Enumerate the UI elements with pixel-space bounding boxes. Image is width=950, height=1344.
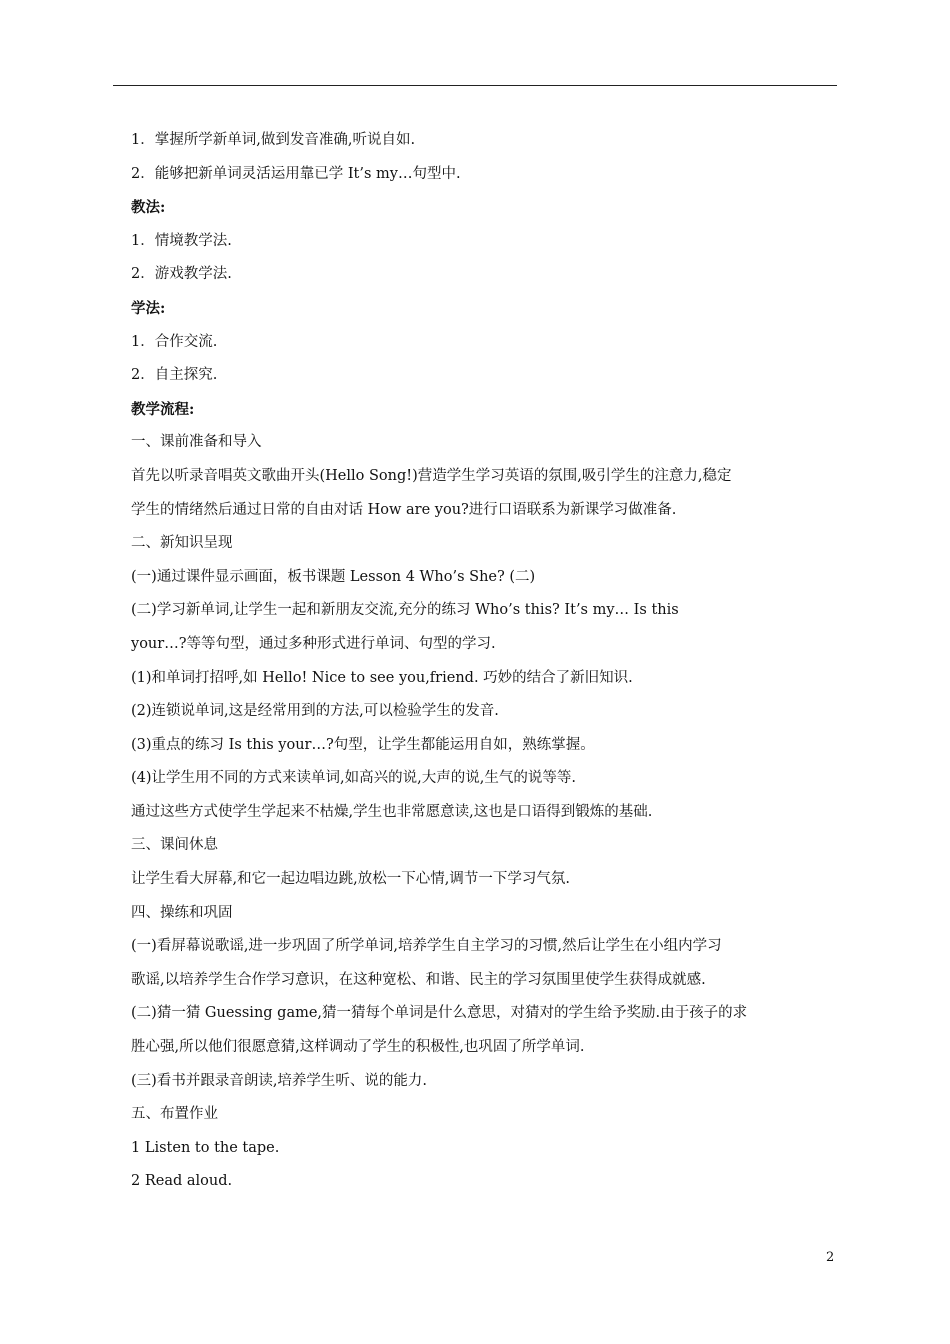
list-item: (2)连锁说单词,这是经常用到的方法,可以检验学生的发音. [131, 703, 499, 720]
learning-method-2: 2．自主探究. [131, 367, 218, 384]
paragraph-line: (二)学习新单词,让学生一起和新朋友交流,充分的练习 Who’s this? It’s my… Is this [131, 602, 679, 619]
teaching-method-1: 1．情境教学法. [131, 232, 232, 249]
page-number: 2 [826, 1250, 835, 1265]
paragraph-line: (一)看屏幕说歌谣,进一步巩固了所学单词,培养学生自主学习的习惯,然后让学生在小组内学习 [131, 938, 722, 955]
paragraph-line: 首先以听录音唱英文歌曲开头(Hello Song!)营造学生学习英语的氛围,吸引学生的注意力,稳定 [131, 467, 732, 484]
homework-item: 1 Listen to the tape. [131, 1139, 280, 1156]
paragraph-line: (一)通过课件显示画面，板书课题 Lesson 4 Who’s She? (二) [131, 568, 536, 585]
heading-learning-methods: 学法: [131, 299, 166, 317]
section-2-title: 二、新知识呈现 [131, 535, 233, 552]
teaching-method-2: 2．游戏教学法. [131, 266, 232, 283]
section-5-title: 五、布置作业 [131, 1106, 218, 1123]
heading-teaching-process: 教学流程: [131, 400, 195, 418]
objective-2: 2．能够把新单词灵活运用靠已学 It’s my…句型中. [131, 165, 461, 182]
objective-1: 1．掌握所学新单词,做到发音准确,听说自如. [131, 132, 416, 148]
section-4-title: 四、操练和巩固 [131, 904, 233, 921]
document-body [113, 124, 837, 1199]
paragraph-line: 通过这些方式使学生学起来不枯燥,学生也非常愿意读,这也是口语得到锻炼的基础. [131, 803, 653, 820]
paragraph-line: your…?等等句型，通过多种形式进行单词、句型的学习. [131, 635, 496, 652]
paragraph-line: 胜心强,所以他们很愿意猜,这样调动了学生的积极性,也巩固了所学单词. [131, 1039, 585, 1056]
header-rule [113, 85, 837, 86]
list-item: (4)让学生用不同的方式来读单词,如高兴的说,大声的说,生气的说等等. [131, 770, 576, 787]
homework-item: 2 Read aloud. [131, 1173, 233, 1190]
heading-teaching-methods: 教法: [131, 199, 166, 217]
paragraph-line: (三)看书并跟录音朗读,培养学生听、说的能力. [131, 1072, 428, 1089]
paragraph-line: (二)猜一猜 Guessing game,猜一猜每个单词是什么意思，对猜对的学生给予奖励.由于孩子的求 [131, 1005, 748, 1022]
list-item: (1)和单词打招呼,如 Hello! Nice to see you,friend. 巧妙的结合了新旧知识. [131, 669, 633, 686]
learning-method-1: 1．合作交流. [131, 333, 218, 350]
paragraph-line: 学生的情绪然后通过日常的自由对话 How are you?进行口语联系为新课学习做准备. [131, 501, 677, 518]
paragraph-line: 歌谣,以培养学生合作学习意识，在这种宽松、和谐、民主的学习氛围里使学生获得成就感. [131, 971, 706, 988]
list-item: (3)重点的练习 Is this your…?句型，让学生都能运用自如，熟练掌握。 [131, 736, 595, 753]
paragraph-line: 让学生看大屏幕,和它一起边唱边跳,放松一下心情,调节一下学习气氛. [131, 871, 570, 888]
section-3-title: 三、课间休息 [131, 837, 218, 854]
section-1-title: 一、课前准备和导入 [131, 434, 262, 451]
